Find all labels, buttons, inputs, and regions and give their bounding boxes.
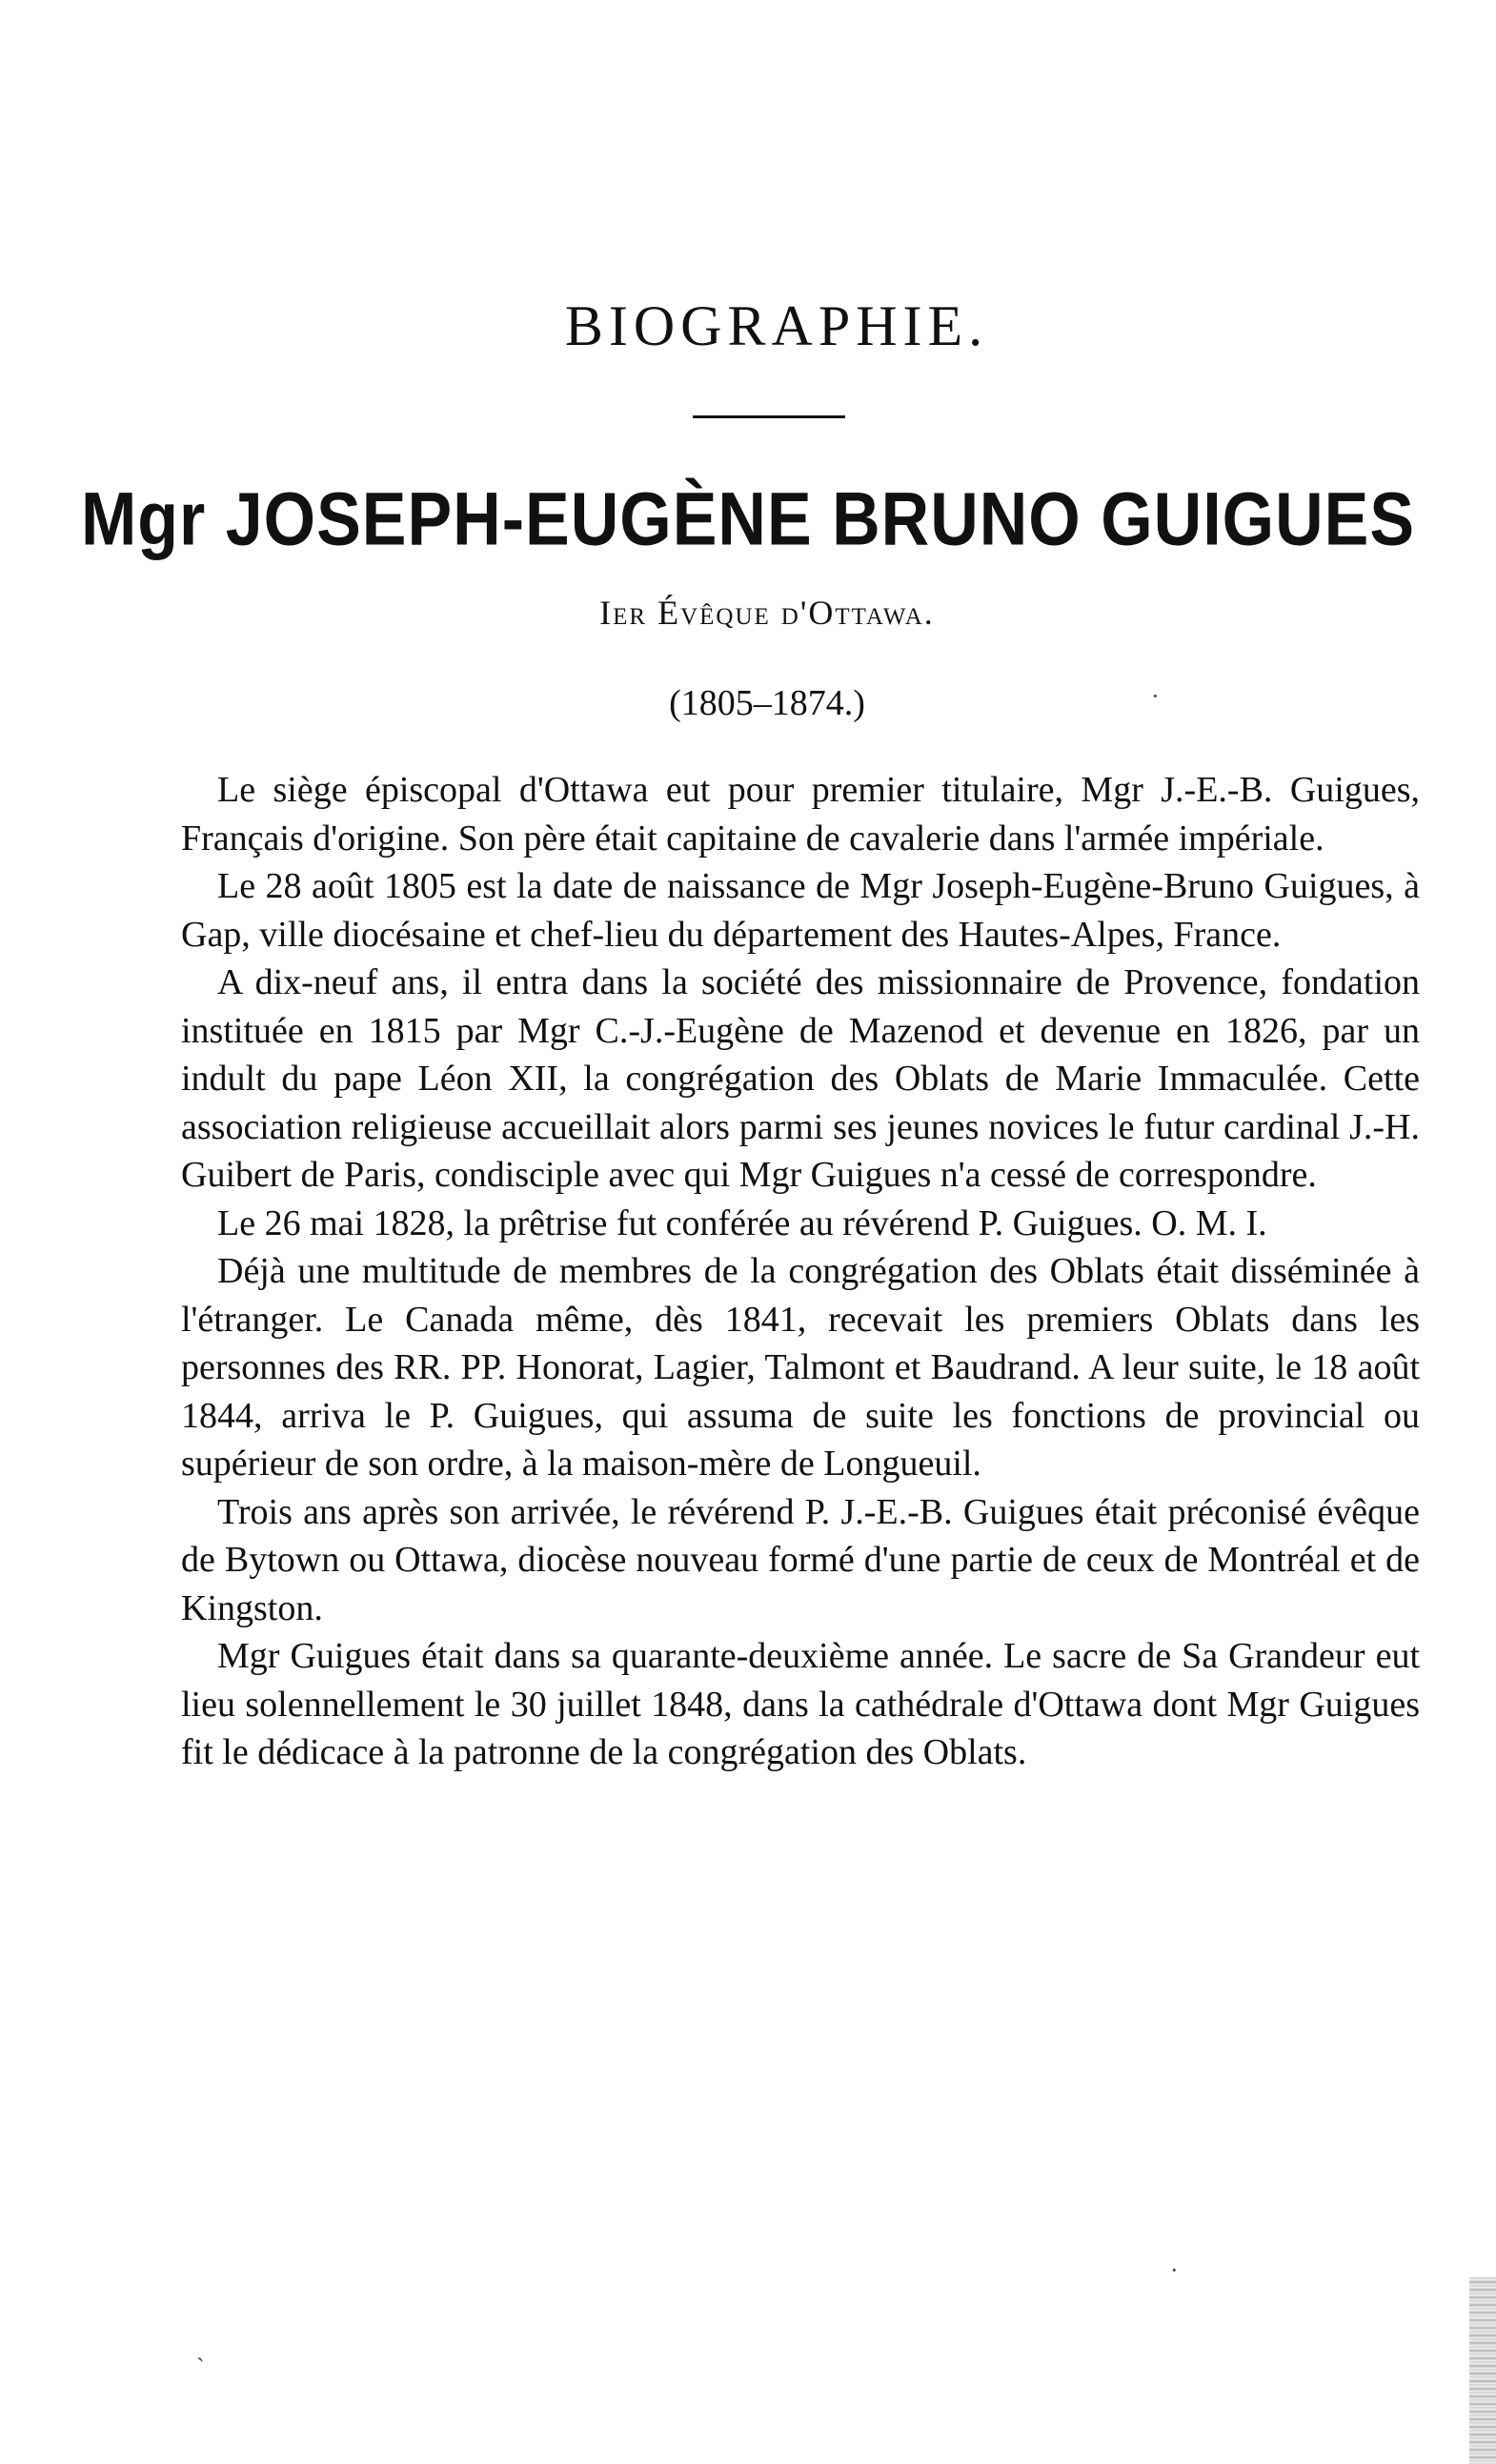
biography-subtitle: Ier Évêque d'Ottawa. xyxy=(599,594,935,632)
print-speck: · xyxy=(1151,682,1160,710)
section-title: BIOGRAPHIE. xyxy=(564,294,989,357)
biography-body xyxy=(181,766,1420,1777)
paragraph: A dix-neuf ans, il entra dans la société des missionnaire de Provence, fondation instituée en 1815 par Mgr C.-J.-Eugène de Mazenod et devenue en 1826, par un indult du pape Léon XII, la congrégation des Oblats de Marie Immaculée. Cette association religieuse accueillait alors parmi ses jeunes novices le futur cardinal J.-H. Guibert de Paris, condisciple avec qui Mgr Guigues n'a cessé de correspondre. xyxy=(181,962,1420,1195)
paragraph: Déjà une multitude de membres de la congrégation des Oblats était disséminée à l'étranger. Le Canada même, dès 1841, recevait les premiers Oblats dans les personnes des RR. PP. Honorat, Lagier, Talmont et Baudrand. A leur suite, le 18 août 1844, arriva le P. Guigues, qui assuma de suite les fonctions de provincial ou supérieur de son ordre, à la maison-mère de Longueuil. xyxy=(181,1251,1420,1484)
print-speck: · xyxy=(1170,2256,1179,2284)
biography-title: Mgr JOSEPH-EUGÈNE BRUNO GUIGUES xyxy=(80,477,1416,561)
page-edge-texture xyxy=(1469,2277,1496,2464)
paragraph: Le 28 août 1805 est la date de naissance de Mgr Joseph-Eugène-Bruno Guigues, à Gap, ville diocésaine et chef-lieu du département des Hautes-Alpes, France. xyxy=(181,866,1420,955)
paragraph: Le siège épiscopal d'Ottawa eut pour premier titulaire, Mgr J.-E.-B. Guigues, Français d'origine. Son père était capitaine de cavalerie dans l'armée impériale. xyxy=(181,770,1420,858)
print-speck: ` xyxy=(196,2353,205,2381)
paragraph: Le 26 mai 1828, la prêtrise fut conférée au révérend P. Guigues. O. M. I. xyxy=(217,1202,1267,1243)
life-dates: (1805–1874.) xyxy=(669,683,865,723)
title-divider xyxy=(693,415,845,418)
paragraph: Mgr Guigues était dans sa quarante-deuxième année. Le sacre de Sa Grandeur eut lieu solennellement le 30 juillet 1848, dans la cathédrale d'Ottawa dont Mgr Guigues fit le dédicace à la patronne de la congrégation des Oblats. xyxy=(181,1636,1420,1772)
paragraph: Trois ans après son arrivée, le révérend P. J.-E.-B. Guigues était préconisé évêque de Bytown ou Ottawa, diocèse nouveau formé d'une partie de ceux de Montréal et de Kingston. xyxy=(181,1491,1420,1628)
